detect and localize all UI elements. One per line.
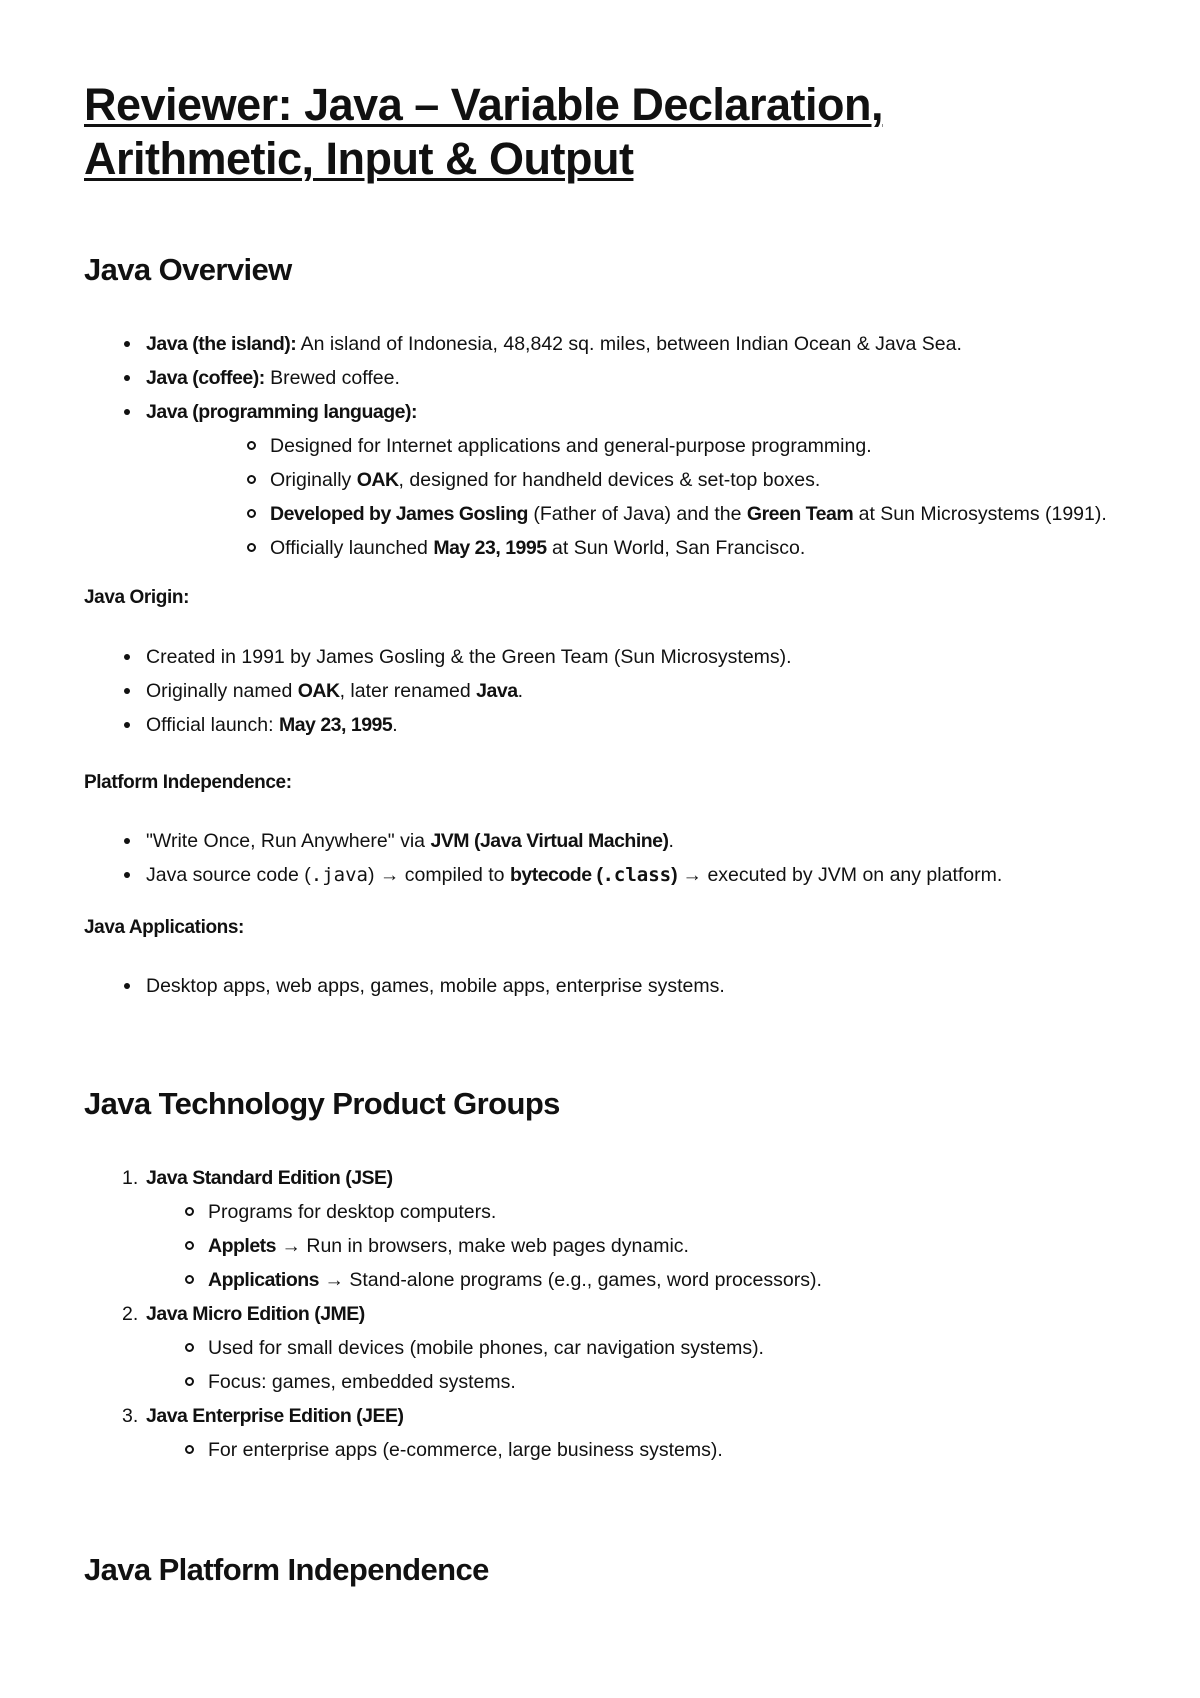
list-item-jee: 3. Java Enterprise Edition (JEE) For enterprise apps (e-commerce, large business systems). [84,1399,1124,1467]
list-item: Used for small devices (mobile phones, car navigation systems). [84,1331,1124,1365]
list-item: Officially launched May 23, 1995 at Sun World, San Francisco. [146,531,1124,565]
list-item: Designed for Internet applications and general-purpose programming. [146,429,1124,463]
list-item: Programs for desktop computers. [84,1195,1124,1229]
list-item-jme: 2. Java Micro Edition (JME) Used for small devices (mobile phones, car navigation systems). Focus: games, embedded systems. [84,1297,1124,1399]
groups-list [84,1161,1124,1467]
list-item: Applets → Run in browsers, make web pages dynamic. [84,1229,1124,1263]
list-item: Created in 1991 by James Gosling & the Green Team (Sun Microsystems). [84,640,1124,674]
list-item: Developed by James Gosling (Father of Java) and the Green Team at Sun Microsystems (1991). [146,497,1124,531]
groups-section [84,1084,1124,1124]
applications-heading: Java Applications: [84,917,244,938]
list-item: Originally OAK, designed for handheld devices & set-top boxes. [146,463,1124,497]
list-item: Applications → Stand-alone programs (e.g., games, word processors). [84,1263,1124,1297]
list-item: Focus: games, embedded systems. [84,1365,1124,1399]
list-item-island: Java (the island): An island of Indonesia, 48,842 sq. miles, between Indian Ocean & Java Sea. [84,327,1124,361]
list-item: For enterprise apps (e-commerce, large business systems). [84,1433,1124,1467]
platform-heading: Platform Independence: [84,772,292,793]
list-item-programming-language: Java (programming language): Designed for Internet applications and general-purpose programming. Originally OAK, designed for handheld devices & set-top boxes. Developed by James Gosling (Father of Java) and the Green Team at Sun Microsystems (1991). Officially launched May 23, 1995 at Sun World, San Francisco. [84,395,1124,565]
overview-heading: Java Overview [84,252,292,287]
platform-list [84,824,1124,892]
title-line-2: Arithmetic, Input & Output [84,133,634,184]
overview-section [84,250,1124,290]
origin-heading: Java Origin: [84,587,190,608]
platform-independence-section [84,1550,1124,1590]
list-item-coffee: Java (coffee): Brewed coffee. [84,361,1124,395]
applications-list [84,969,1124,1003]
list-item: "Write Once, Run Anywhere" via JVM (Java Virtual Machine). [84,824,1124,858]
list-item-jse: 1. Java Standard Edition (JSE) Programs for desktop computers. Applets → Run in browsers, make web pages dynamic. Applications → Stand-alone programs (e.g., games, word processors). [84,1161,1124,1297]
origin-section [84,584,1124,612]
origin-list [84,640,1124,742]
overview-list [84,327,1124,565]
document-title [84,78,1124,186]
list-item: Desktop apps, web apps, games, mobile apps, enterprise systems. [84,969,1124,1003]
list-item: Java source code (.java) → compiled to bytecode (.class) → executed by JVM on any platform. [84,858,1124,892]
list-item: Originally named OAK, later renamed Java. [84,674,1124,708]
applications-section [84,914,1124,942]
groups-heading: Java Technology Product Groups [84,1086,560,1121]
platform-section [84,769,1124,797]
platform-independence-heading: Java Platform Independence [84,1552,489,1587]
list-item: Official launch: May 23, 1995. [84,708,1124,742]
title-line-1: Reviewer: Java – Variable Declaration, [84,79,883,130]
